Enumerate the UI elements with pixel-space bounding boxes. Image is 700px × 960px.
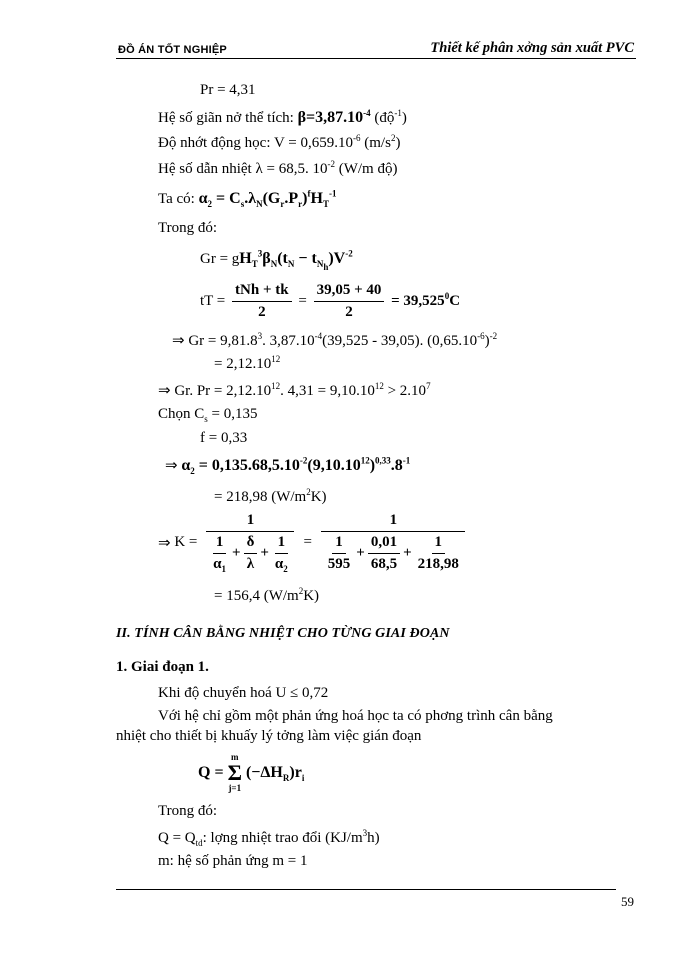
header-left: ĐỒ ÁN TỐT NGHIỆP [118, 44, 227, 56]
beta-line: Hệ số giãn nở thể tích: $\beta=3,87.10^{-4}$ (độ$^{-1}$) [158, 108, 407, 126]
heat-balance-formula: Q = m Σ j=1 $(-\Delta H_R)r_i$ [198, 752, 305, 793]
paragraph-line-2: nhiệt cho thiết bị khuấy lý tởng làm việc gián đoạn [116, 728, 422, 744]
q-definition: $Q = Q_{td}$: lợng nhiệt trao đổi $(KJ/m^3h)$ [158, 828, 380, 848]
chon-line: Chọn $C_s = 0,135$ [158, 406, 258, 424]
grashof-formula: $Gr = gH_T^3\beta_N(t_N - t_{N_h})V^{-2}$ [200, 248, 353, 272]
viscosity-line: Độ nhớt động học: $V = 0,659.10^{-6}$ $(m/s^2)$ [158, 133, 401, 151]
alpha2-formula: Ta có: $\alpha_2 = C_s.\lambda_N(G_r.P_r)^fH_T^{-1}$ [158, 188, 337, 210]
f-value: f = 0,33 [200, 430, 248, 446]
pr-value: Pr = 4,31 [200, 82, 256, 98]
header-right: Thiết kế phân xởng sản xuất PVC [430, 40, 634, 56]
gr-calc-line: ⇒ $Gr = 9,81.8^3$. $3,87.10^{-4}(39,525 - 39,05)$. $(0,65.10^{-6})^{-2}$ [172, 331, 498, 349]
k-result: = 156,4 $(W/m^2K)$ [214, 586, 320, 604]
k-fraction-numeric: 1 $\frac{1}{595}$ + $\frac{0,01}{68,5}$ + $\frac{1}{218,98}$ [319, 512, 468, 573]
k-fraction-symbolic: 1 $\frac{1}{\alpha_1}$ + $\frac{\delta}{\lambda}$ + $\frac{1}{\alpha_2}$ [204, 512, 297, 573]
footer-divider [116, 889, 616, 890]
implies-icon: ⇒ [158, 381, 171, 399]
subsection-heading: 1. Giai đoạn 1. [116, 659, 209, 675]
trongdo-1: Trong đó: [158, 220, 218, 236]
trongdo-2: Trong đó: [158, 803, 218, 819]
tt-formula: tT = $\frac{\text{tNh + tk}}{2}$ = $\frac{39,05 + 40}{2}$ = $39,525^0C$ [200, 282, 461, 320]
alpha2-calc: ⇒ $\alpha_2 = 0,135.68,5.10^{-2}(9,10.10^{12})^{0,33}.8^{-1}$ [165, 455, 411, 477]
implies-icon: ⇒ [172, 331, 185, 349]
implies-icon: ⇒ [165, 456, 178, 474]
conversion-line: Khi độ chuyển hoá U ≤ 0,72 [158, 685, 329, 701]
page-number: 59 [621, 894, 634, 909]
implies-icon: ⇒ [158, 533, 171, 552]
section-heading: II. TÍNH CÂN BẰNG NHIỆT CHO TỪNG GIAI ĐOẠN [116, 626, 450, 641]
lambda-line: Hệ số dẫn nhiệt λ = 68,5. $10^{-2}$ (W/m độ) [158, 159, 398, 177]
paragraph-line-1: Với hệ chỉ gồm một phản ứng hoá học ta có phơng trình cân bằng [158, 708, 553, 724]
m-definition: m: hệ số phản ứng m = 1 [158, 853, 308, 869]
header-divider [116, 58, 636, 59]
alpha2-result: = 218,98 $(W/m^2K)$ [214, 487, 327, 505]
tt-fraction-1: $\frac{\text{tNh + tk}}{2}$ [232, 282, 292, 321]
tt-fraction-2: $\frac{39,05 + 40}{2}$ [314, 282, 385, 321]
gr-result: = $2,12.10^{12}$ [214, 354, 281, 372]
k-formula: ⇒ K = 1 $\frac{1}{\alpha_1}$ + $\frac{\delta}{\lambda}$ + $\frac{1}{\alpha_2}$ = 1 $\frac{1}{595}$ + $\frac{0,01}{68,5}$ + $\frac{1}{218,98}$ [158, 512, 471, 573]
grpr-line: ⇒ Gr. $Pr = 2,12.10^{12}$. $4,31 = 9,10.10^{12} > 2.10^7$ [158, 381, 431, 399]
